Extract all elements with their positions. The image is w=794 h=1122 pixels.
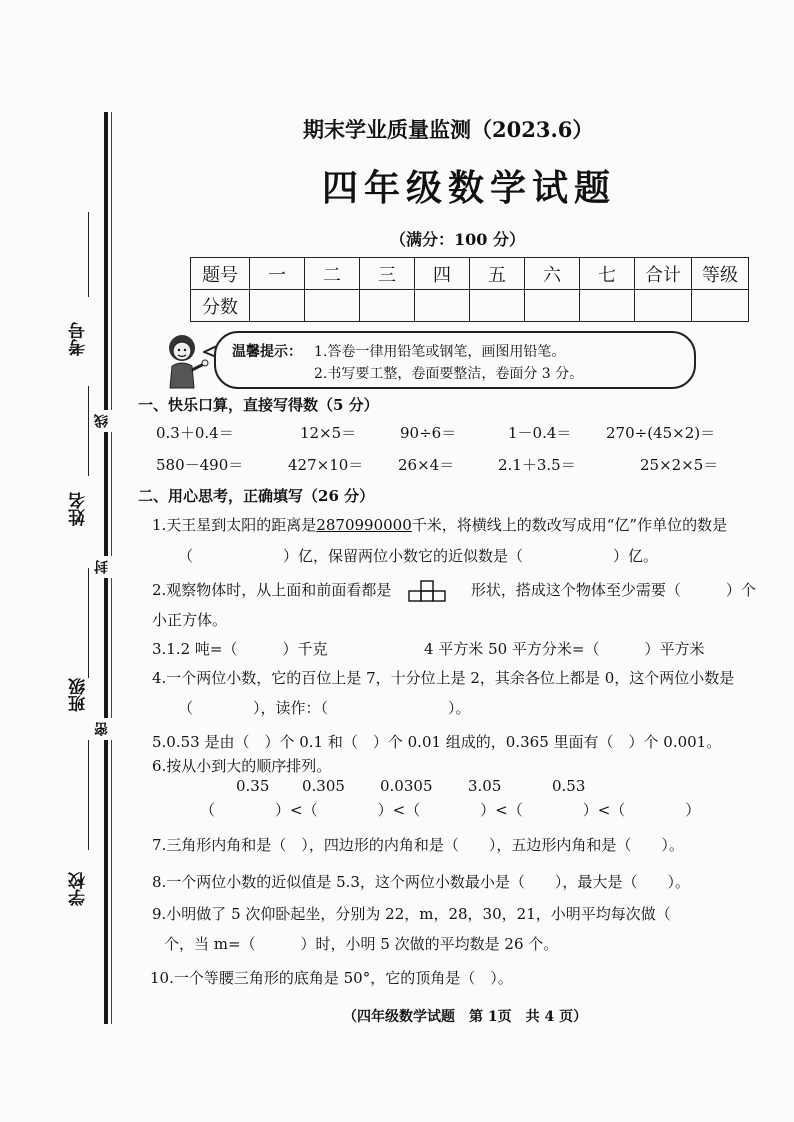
section-1-title: 一、快乐口算，直接写得数（5 分） [138,396,379,414]
question-3-part-b: 4 平方米 50 平方分米=（ ）平方米 [424,640,705,658]
calc-item: 26×4＝ [398,456,455,474]
question-9-line-2: 个，当 m=（ ）时，小明 5 次做的平均数是 26 个。 [164,935,559,953]
score-input-cell[interactable] [415,290,470,322]
score-input-cell[interactable] [360,290,415,322]
score-input-cell[interactable] [580,290,635,322]
question-1-line-1 [152,514,727,535]
q2-text-b: 形状，搭成这个物体至少需要（ ）个 [470,581,756,599]
question-7: 7.三角形内角和是（ ），四边形的内角和是（ ），五边形内角和是（ ）。 [152,836,684,854]
calc-item: 0.3＋0.4＝ [156,424,234,442]
section-2-title: 二、用心思考，正确填写（26 分） [138,487,375,505]
table-cell: 六 [525,258,580,290]
page-footer: （四年级数学试题 第 1页 共 4 页） [343,1009,588,1025]
question-10: 10.一个等腰三角形的底角是 50°，它的顶角是（ ）。 [150,969,513,987]
q1-text-b: 千米，将横线上的数改写成用“亿”作单位的数是 [411,516,728,534]
school-underline [88,740,89,850]
calc-item: 270÷(45×2)＝ [606,424,716,442]
question-2-line-1 [152,579,756,602]
table-cell: 五 [470,258,525,290]
table-cell: 题号 [191,258,250,290]
table-cell: 三 [360,258,415,290]
school-label: 学校 [69,872,89,906]
score-input-cell[interactable] [525,290,580,322]
score-input-cell[interactable] [635,290,692,322]
tips-line-1: 1.答卷一律用铅笔或钢笔，画图用铅笔。 [314,344,566,360]
tips-line-2: 2.书写要工整，卷面要整洁，卷面分 3 分。 [314,366,584,382]
question-4-line-2: （ ），读作：（ ）。 [178,699,471,717]
q6-number: 0.53 [552,777,586,795]
class-label: 班级 [69,678,89,712]
class-underline [88,568,89,678]
calc-item: 580－490＝ [156,456,244,474]
exam-title: 四年级数学试题 [322,167,617,209]
score-input-cell[interactable] [470,290,525,322]
question-8: 8.一个两位小数的近似值是 5.3，这个两位小数最小是（ ），最大是（ ）。 [152,873,690,891]
question-3-part-a: 3.1.2 吨=（ ）千克 [152,640,328,658]
seal-char-xian: 线 [92,410,112,432]
name-underline [88,386,89,476]
exam-number-label: 考号 [69,322,89,356]
table-cell: 二 [305,258,360,290]
q1-underlined-number: 2870990000 [316,516,412,534]
calc-item: 12×5＝ [300,424,357,442]
table-cell: 等级 [692,258,749,290]
calc-item: 427×10＝ [288,456,364,474]
table-cell: 合计 [635,258,692,290]
q6-number: 3.05 [468,777,502,795]
score-input-cell[interactable] [250,290,305,322]
full-score: （满分：100 分） [390,230,525,249]
q6-number: 0.305 [302,777,345,795]
question-9-line-1: 9.小明做了 5 次仰卧起坐，分别为 22，m，28，30，21，小明平均每次做（ [152,905,671,923]
calc-item: 1－0.4＝ [508,424,572,442]
question-5: 5.0.53 是由（ ）个 0.1 和（ ）个 0.01 组成的，0.365 里面有（ ）个 0.001。 [152,733,722,751]
table-cell: 四 [415,258,470,290]
cube-shape-figure [406,580,448,602]
table-cell: 七 [580,258,635,290]
calc-item: 90÷6＝ [400,424,457,442]
seal-char-mi: 密 [92,718,112,740]
question-1-line-2: （ ）亿，保留两位小数它的近似数是（ ）亿。 [178,547,659,565]
question-6: 6.按从小到大的顺序排列。 [152,757,332,775]
q6-order-blanks: （ ）<（ ）<（ ）<（ ）<（ ） [200,801,701,819]
q6-number: 0.35 [236,777,270,795]
score-table [190,257,749,322]
calc-item: 25×2×5＝ [640,456,719,474]
exam-number-underline [88,212,89,297]
table-cell: 分数 [191,290,250,322]
q2-text-a: 2.观察物体时，从上面和前面看都是 [152,581,392,599]
tips-lead: 温馨提示： [232,344,302,360]
q6-number: 0.0305 [380,777,433,795]
seal-char-feng: 封 [92,556,112,578]
name-label: 姓名 [69,492,89,526]
question-4-line-1: 4.一个两位小数，它的百位上是 7，十分位上是 2，其余各位上都是 0，这个两位小数是 [152,669,735,687]
table-row [191,290,749,322]
table-row [191,258,749,290]
score-input-cell[interactable] [692,290,749,322]
table-cell: 一 [250,258,305,290]
calc-item: 2.1＋3.5＝ [498,456,576,474]
question-2-line-2: 小正方体。 [152,611,228,629]
score-input-cell[interactable] [305,290,360,322]
exam-subtitle: 期末学业质量监测（2023.6） [303,117,594,142]
q1-text-a: 1.天王星到太阳的距离是 [152,516,317,534]
